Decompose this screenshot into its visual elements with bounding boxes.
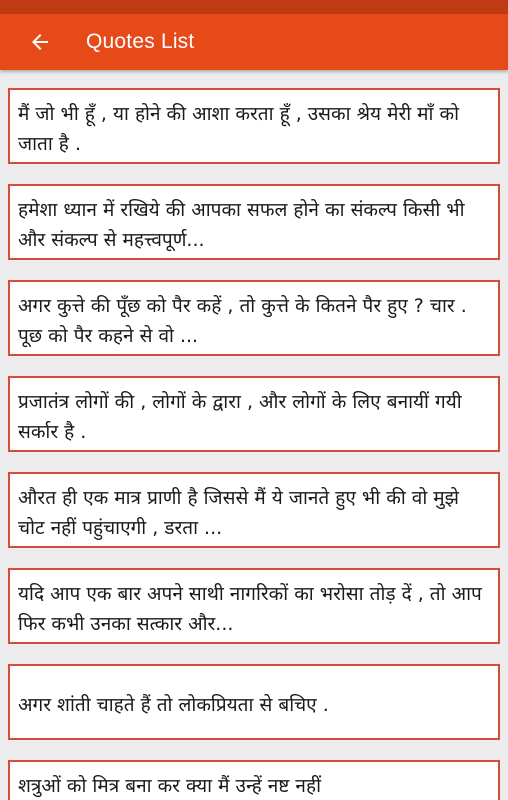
quote-text: औरत ही एक मात्र प्राणी है जिससे मैं ये जानते हुए भी की वो मुझे चोट नहीं पहुंचाएगी , डरता ... [18,487,460,539]
quote-text: अगर शांती चाहते हैं तो लोकप्रियता से बचिए . [18,694,329,716]
quote-card[interactable] [8,280,500,356]
quote-text: मैं जो भी हूँ , या होने की आशा करता हूँ , उसका श्रेय मेरी माँ को जाता है . [18,103,460,155]
quote-text: हमेशा ध्यान में रखिये की आपका सफल होने का संकल्प किसी भी और संकल्प से महत्त्वपूर्ण... [18,199,465,251]
quote-text: यदि आप एक बार अपने साथी नागरिकों का भरोसा तोड़ दें , तो आप फिर कभी उनका सत्कार और... [18,583,482,635]
app-bar [0,14,508,70]
status-bar [0,0,508,14]
quote-card[interactable] [8,88,500,164]
quotes-list [0,70,508,800]
quote-card[interactable] [8,472,500,548]
quote-text: प्रजातंत्र लोगों की , लोगों के द्वारा , और लोगों के लिए बनायीं गयी सर्कार है . [18,391,462,443]
quote-card[interactable] [8,376,500,452]
quote-card[interactable] [8,568,500,644]
quote-text: शत्रुओं को मित्र बना कर क्या मैं उन्हें नष्ट नहीं [18,775,321,797]
quote-card[interactable] [8,184,500,260]
quote-text: अगर कुत्ते की पूँछ को पैर कहें , तो कुत्ते के कितने पैर हुए ? चार . पूछ को पैर कहने से वो ... [18,295,467,347]
back-button[interactable] [24,26,56,58]
app-title: Quotes List [86,30,195,53]
quote-card[interactable] [8,664,500,740]
arrow-back-icon [28,30,52,54]
quote-card[interactable] [8,760,500,800]
